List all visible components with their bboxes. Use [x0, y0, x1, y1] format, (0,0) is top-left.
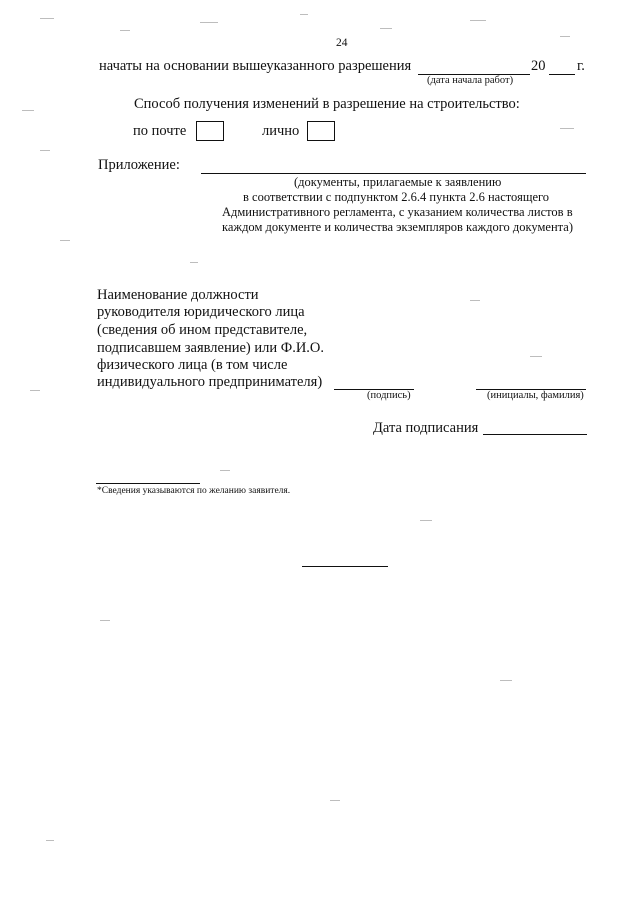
attachment-caption-line-4: каждом документе и количества экземпляров каждого документа) [222, 220, 573, 234]
end-separator [302, 566, 388, 567]
signatory-line-5: физического лица (в том числе [97, 357, 288, 373]
signature-caption: (подпись) [367, 390, 411, 401]
signatory-line-6: индивидуального предпринимателя) [97, 374, 323, 390]
name-caption: (инициалы, фамилия) [487, 390, 584, 401]
attachment-label: Приложение: [98, 157, 180, 173]
option-personal-label: лично [262, 123, 300, 139]
option-mail-checkbox[interactable] [196, 121, 224, 141]
start-date-caption: (дата начала работ) [427, 75, 514, 86]
option-personal-checkbox[interactable] [307, 121, 335, 141]
footnote-divider [96, 483, 200, 484]
signatory-line-1: Наименование должности [97, 287, 259, 303]
year-blank[interactable] [549, 74, 575, 75]
works-start-text: начаты на основании вышеуказанного разрешения [99, 58, 412, 74]
receipt-method-heading: Способ получения изменений в разрешение на строительство: [134, 96, 520, 112]
footnote-text: *Сведения указываются по желанию заявителя. [97, 486, 291, 496]
signing-date-label: Дата подписания [373, 420, 479, 436]
year-suffix: г. [577, 58, 585, 74]
attachment-caption-line-2: в соответствии с подпунктом 2.6.4 пункта 2.6 настоящего [243, 190, 550, 204]
year-prefix: 20 [531, 58, 546, 74]
signatory-line-4: подписавшем заявление) или Ф.И.О. [97, 340, 325, 356]
attachment-caption-line-3: Административного регламента, с указанием количества листов в [222, 205, 573, 219]
signatory-line-3: (сведения об ином представителе, [97, 322, 308, 338]
signing-date-blank[interactable] [483, 434, 587, 435]
signatory-line-2: руководителя юридического лица [97, 304, 305, 320]
attachment-blank[interactable] [201, 173, 586, 174]
page-number: 24 [336, 37, 348, 49]
attachment-caption-line-1: (документы, прилагаемые к заявлению [294, 175, 502, 189]
option-mail-label: по почте [133, 123, 187, 139]
